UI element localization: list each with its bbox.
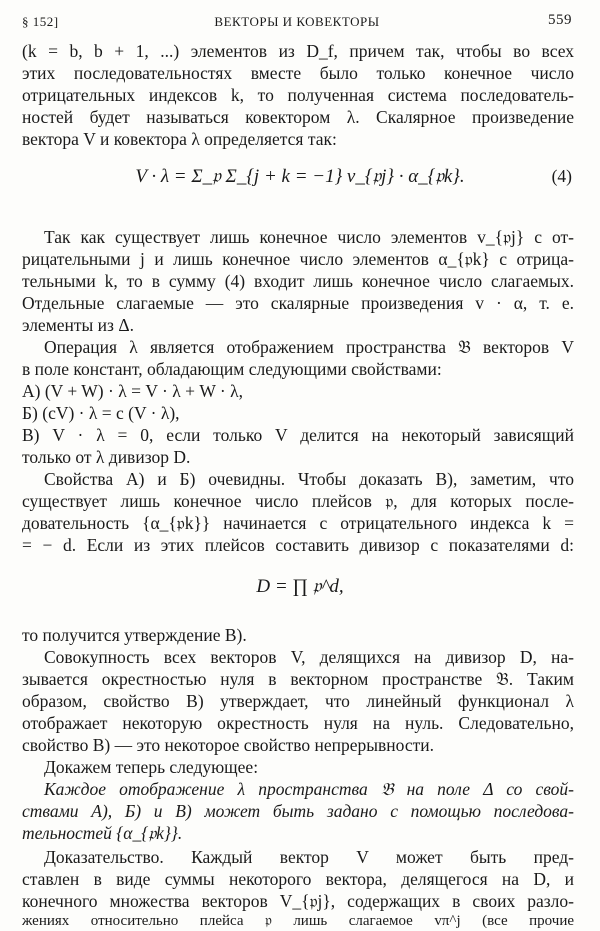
- formula-divisor: D = ∏ 𝔭^d,: [256, 576, 344, 597]
- text-line: Так как существует лишь конечное число элементов v_{𝔭j} с от-: [44, 227, 574, 247]
- text-line: то получится утверждение В).: [22, 625, 247, 645]
- text-line: Операция λ является отображением пространства 𝔅 векторов V: [44, 337, 574, 357]
- text-line: зывается окрестностью нуля в векторном пространстве 𝔅. Таким: [22, 669, 574, 689]
- formula-4: V · λ = Σ_𝔭 Σ_{j + k = −1} v_{𝔭j} · α_{𝔭k}.: [135, 166, 465, 187]
- running-title: ВЕКТОРЫ И КОВЕКТОРЫ: [214, 14, 380, 29]
- text-line: отрицательных индексов k, то полученная система последователь-: [22, 85, 574, 105]
- theorem-line: Каждое отображение λ пространства 𝔅 на поле Δ со свой-: [44, 779, 574, 799]
- text-line: вектора V и ковектора λ определяется так:: [22, 129, 337, 149]
- text-line: этих последовательностях вместе было только конечное число: [22, 63, 574, 83]
- text-line: тельными k, то в сумму (4) входит лишь конечное число слагаемых.: [22, 271, 574, 291]
- text-line: элементы из Δ.: [22, 315, 134, 335]
- equation-number: (4): [551, 166, 572, 186]
- theorem-line: тельностей {α_{𝔭k}}.: [22, 823, 183, 843]
- text-line: только от λ дивизор D.: [22, 447, 191, 467]
- section-number: § 152]: [22, 14, 59, 29]
- text-line: Доказательство. Каждый вектор V может быть пред-: [44, 847, 574, 867]
- text-line: отображает некоторую окрестность нуля на нуль. Следовательно,: [22, 713, 574, 733]
- text-line: ностей будет называться ковектором λ. Скалярное произведение: [22, 107, 574, 127]
- text-line: конечного множества векторов V_{𝔭j}, содержащих в своих разло-: [22, 891, 574, 911]
- text-line: довательность {α_{𝔭k}} начинается с отрицательного индекса k =: [22, 513, 574, 533]
- text-line: ставлен в виде суммы некоторого вектора, делящегося на D, и: [22, 869, 574, 889]
- text-line: (k = b, b + 1, ...) элементов из D_f, причем так, чтобы во всех: [22, 41, 574, 61]
- property-b: Б) (cV) · λ = c (V · λ),: [22, 403, 180, 423]
- text-line: рицательными j и лишь конечное число элементов α_{𝔭k} с отрица-: [22, 249, 574, 269]
- text-line: образом, свойство В) утверждает, что линейный функционал λ: [22, 691, 574, 711]
- text-line: в поле констант, обладающим следующими свойствами:: [22, 359, 442, 379]
- text-line: = − d. Если из этих плейсов составить дивизор с показателями d:: [22, 535, 574, 555]
- text-line: свойство В) — это некоторое свойство непрерывности.: [22, 735, 435, 755]
- text-line: Докажем теперь следующее:: [44, 757, 259, 777]
- text-line: Совокупность всех векторов V, делящихся на дивизор D, на-: [44, 647, 574, 667]
- property-c: В) V · λ = 0, если только V делится на некоторый зависящий: [22, 425, 574, 445]
- text-line: Отдельные слагаемые — это скалярные произведения v · α, т. е.: [22, 293, 574, 313]
- text-line: существует лишь конечное число плейсов 𝔭, для которых после-: [22, 491, 574, 511]
- page-number: 559: [548, 12, 572, 28]
- property-a: А) (V + W) · λ = V · λ + W · λ,: [22, 381, 243, 401]
- text-line: Свойства А) и Б) очевидны. Чтобы доказать В), заметим, что: [44, 469, 574, 489]
- page-header: [22, 12, 572, 34]
- text-line: жениях относительно плейса 𝔭 лишь слагаемое vπ^j (все прочие: [22, 913, 574, 929]
- theorem-line: ствами А), Б) и В) может быть задано с помощью последова-: [22, 801, 574, 821]
